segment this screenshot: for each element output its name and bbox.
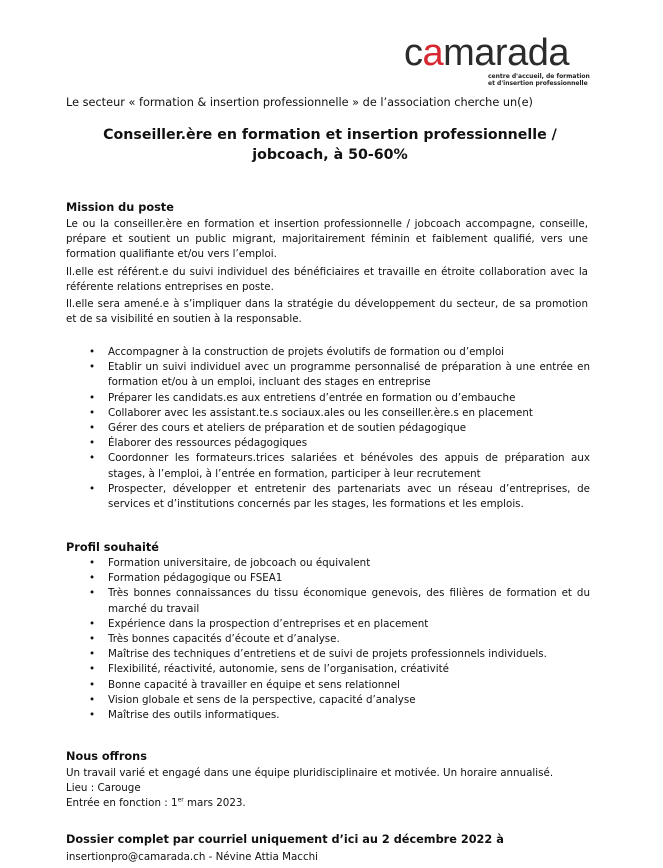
- profile-list: [86, 556, 590, 723]
- offer-description: Un travail varié et engagé dans une équipe pluridisciplinaire et motivée. Un horaire annualisé.: [66, 767, 554, 779]
- offer-location: Lieu : Carouge: [66, 782, 141, 794]
- list-item: • Formation universitaire, de jobcoach ou équivalent: [89, 557, 371, 569]
- list-item: • Vision globale et sens de la perspective, capacité d’analyse: [89, 693, 416, 706]
- list-item: • Préparer les candidats.es aux entretiens d’entrée en formation ou d’embauche: [89, 391, 516, 404]
- list-item: • Flexibilité, réactivité, autonomie, sens de l’organisation, créativité: [89, 663, 449, 676]
- list-item: • Très bonnes capacités d’écoute et d’analyse.: [89, 633, 340, 646]
- mission-paragraph: Il.elle sera amené.e à s’impliquer dans la stratégie du développement du secteur, de sa promotion et de sa visibilité en soutien à la responsable.: [66, 298, 588, 326]
- offer-start-date: Entrée en fonction : 1er mars 2023.: [66, 796, 246, 809]
- camarada-logo: [404, 32, 594, 87]
- application-heading: Dossier complet par courriel uniquement d’ici au 2 décembre 2022 à: [66, 833, 504, 846]
- list-item: • Gérer des cours et ateliers de préparation et de soutien pédagogique: [89, 422, 467, 435]
- mission-paragraph: Le ou la conseiller.ère en formation et insertion professionnelle / jobcoach accompagne, conseille, prépare et soutient un public migrant, majoritairement féminin et faiblement qualifié, vers une formation qualifiante et/ou vers l’emploi.: [66, 218, 588, 261]
- list-item: • Accompagner à la construction de projets évolutifs de formation ou d’emploi: [89, 346, 505, 358]
- list-item: • Coordonner les formateurs.trices salariées et bénévoles des appuis de préparation aux stages, à l’emploi, à l’entrée en formation, participer à leur recrutement: [89, 452, 590, 480]
- offer-heading: Nous offrons: [66, 750, 147, 763]
- list-item: • Prospecter, développer et entretenir des partenariats avec un réseau d’entreprises, de services et d’institutions concernés par les stages, les formations et les emplois.: [89, 482, 590, 511]
- intro-text: Le secteur « formation & insertion professionnelle » de l’association cherche un(e): [66, 96, 533, 109]
- list-item: • Collaborer avec les assistant.te.s sociaux.ales ou les conseiller.ère.s en placement: [89, 406, 533, 419]
- list-item: • Formation pédagogique ou FSEA1: [89, 572, 283, 585]
- application-contact: insertionpro@camarada.ch - Névine Attia Macchi: [66, 851, 319, 863]
- job-title: Conseiller.ère en formation et insertion professionnelle / jobcoach, à 50-60%: [103, 127, 557, 163]
- list-item: • Maîtrise des outils informatiques.: [89, 709, 280, 722]
- list-item: • Bonne capacité à travailler en équipe et sens relationnel: [89, 678, 401, 691]
- list-item: • Élaborer des ressources pédagogiques: [89, 437, 308, 450]
- mission-heading: Mission du poste: [66, 201, 174, 214]
- list-item: • Etablir un suivi individuel avec un programme personnalisé de préparation à une entrée en formation et/ou à un emploi, incluant des stages en entreprise: [89, 361, 590, 389]
- logo-wordmark: camarada: [404, 32, 569, 74]
- list-item: • Expérience dans la prospection d’entreprises et en placement: [89, 617, 429, 630]
- mission-task-list: [86, 345, 590, 512]
- logo-subtitle: centre d'accueil, de formation et d'insertion professionnelle: [488, 73, 590, 87]
- list-item: • Maîtrise des techniques d’entretiens et de suivi de projets professionnels individuels.: [89, 648, 547, 661]
- profile-heading: Profil souhaité: [66, 541, 159, 554]
- mission-paragraph: Il.elle est référent.e du suivi individuel des bénéficiaires et travaille en étroite collaboration avec la référente relations entreprises en poste.: [66, 266, 588, 294]
- list-item: • Très bonnes connaissances du tissu économique genevois, des filières de formation et du marché du travail: [89, 587, 590, 615]
